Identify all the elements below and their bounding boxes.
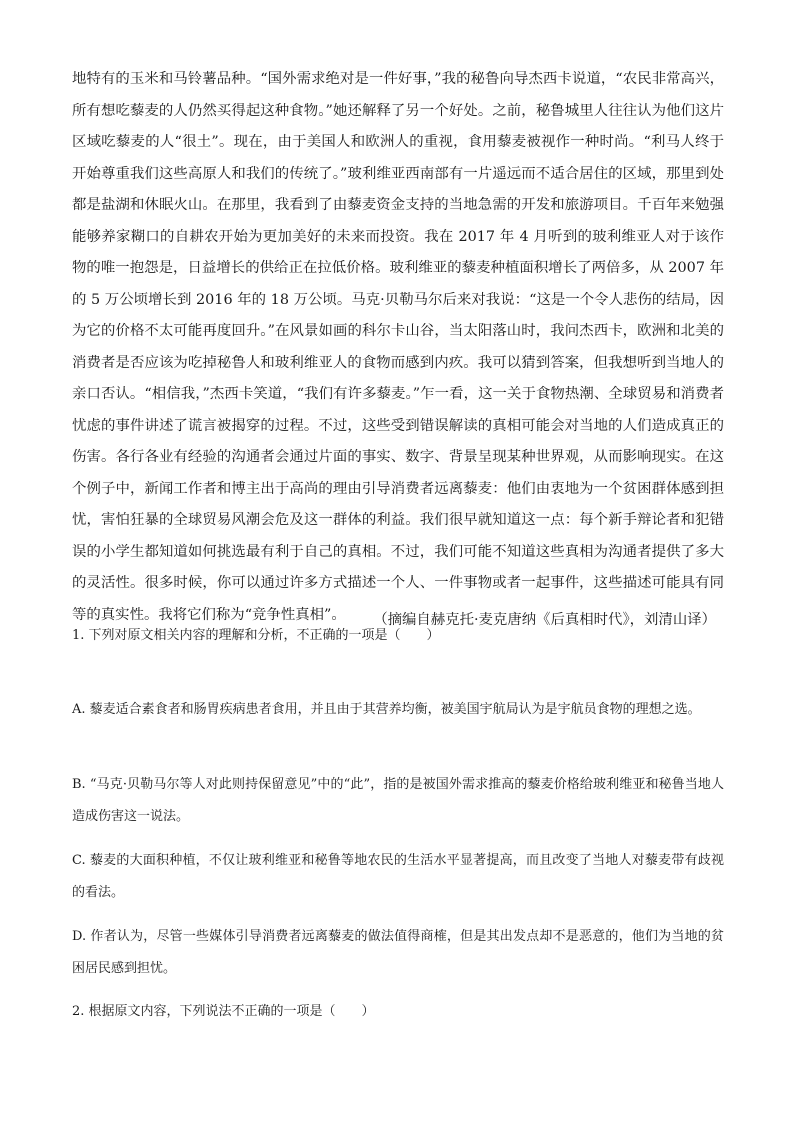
question-1-stem: 1. 下列对原文相关内容的理解和分析，不正确的一项是（ ） — [72, 628, 440, 643]
question-1-option-d: D. 作者认为，尽管一些媒体引导消费者远离藜麦的做法值得商榷，但是其出发点却不是恶意的，他们为当地的贫困居民感到担忧。 — [72, 929, 724, 976]
source-citation: （摘编自赫克托·麦克唐纳《后真相时代》，刘清山译） — [373, 612, 716, 628]
passage-text: 地特有的玉米和马铃薯品种。“国外需求绝对是一件好事，”我的秘鲁向导杰西卡说道，“农民非常高兴，所有想吃藜麦的人仍然买得起这种食物。”她还解释了另一个好处。之前，秘鲁城里人往往认为他们这片区域吃藜麦的人“很土”。现在，由于美国人和欧洲人的重视，食用藜麦被视作一种时尚。“利马人终于开始尊重我们这些高原人和我们的传统了。”玻利维亚西南部有一片遥远而不适合居住的区域，那里到处都是盐湖和休眠火山。在那里，我看到了由藜麦资金支持的当地急需的开发和旅游项目。千百年来勉强能够养家糊口的自耕农开始为更加美好的未来而投资。我在 2017 年 4 月听到的玻利维亚人对于该作物的唯一抱怨是，日益增长的供给正在拉低价格。玻利维亚的藜麦种植面积增长了两倍多，从 2007 年的 5 万公顷增长到 2016 年的 18 万公顷。马克·贝勒马尔后来对我说：“这是一个令人悲伤的结局，因为它的价格不太可能再度回升。”在风景如画的科尔卡山谷，当太阳落山时，我问杰西卡，欧洲和北美的消费者是否应该为吃掉秘鲁人和玻利维亚人的食物而感到内疚。我可以猜到答案，但我想听到当地人的亲口否认。“相信我，”杰西卡笑道，“我们有许多藜麦。”乍一看，这一关于食物热潮、全球贸易和消费者忧虑的事件讲述了谎言被揭穿的过程。不过，这些受到错误解读的真相可能会对当地的人们造成真正的伤害。各行各业有经验的沟通者会通过片面的事实、数字、背景呈现某种世界观，从而影响现实。在这个例子中，新闻工作者和博主出于高尚的理由引导消费者远离藜麦：他们由衷地为一个贫困群体感到担忧，害怕狂暴的全球贸易风潮会危及这一群体的利益。我们很早就知道这一点：每个新手辩论者和犯错误的小学生都知道如何挑选最有利于自己的真相。不过，我们可能不知道这些真相为沟通者提供了多大的灵活性。很多时候，你可以通过许多方式描述一个人、一件事物或者一起事件，这些描述可能具有同等的真实性。我将它们称为“竞争性真相”。 — [72, 71, 724, 623]
question-1-option-b: B. “马克·贝勒马尔等人对此则持保留意见”中的“此”，指的是被国外需求推高的藜麦价格给玻利维亚和秘鲁当地人造成伤害这一说法。 — [72, 777, 724, 824]
question-1-option-a: A. 藜麦适合素食者和肠胃疾病患者食用，并且由于其营养均衡，被美国宇航局认为是宇航员食物的理想之选。 — [72, 702, 701, 717]
question-2-stem: 2. 根据原文内容，下列说法不正确的一项是（ ） — [72, 1004, 375, 1019]
question-1-option-c: C. 藜麦的大面积种植，不仅让玻利维亚和秘鲁等地农民的生活水平显著提高，而且改变了当地人对藜麦带有歧视的看法。 — [72, 853, 724, 900]
